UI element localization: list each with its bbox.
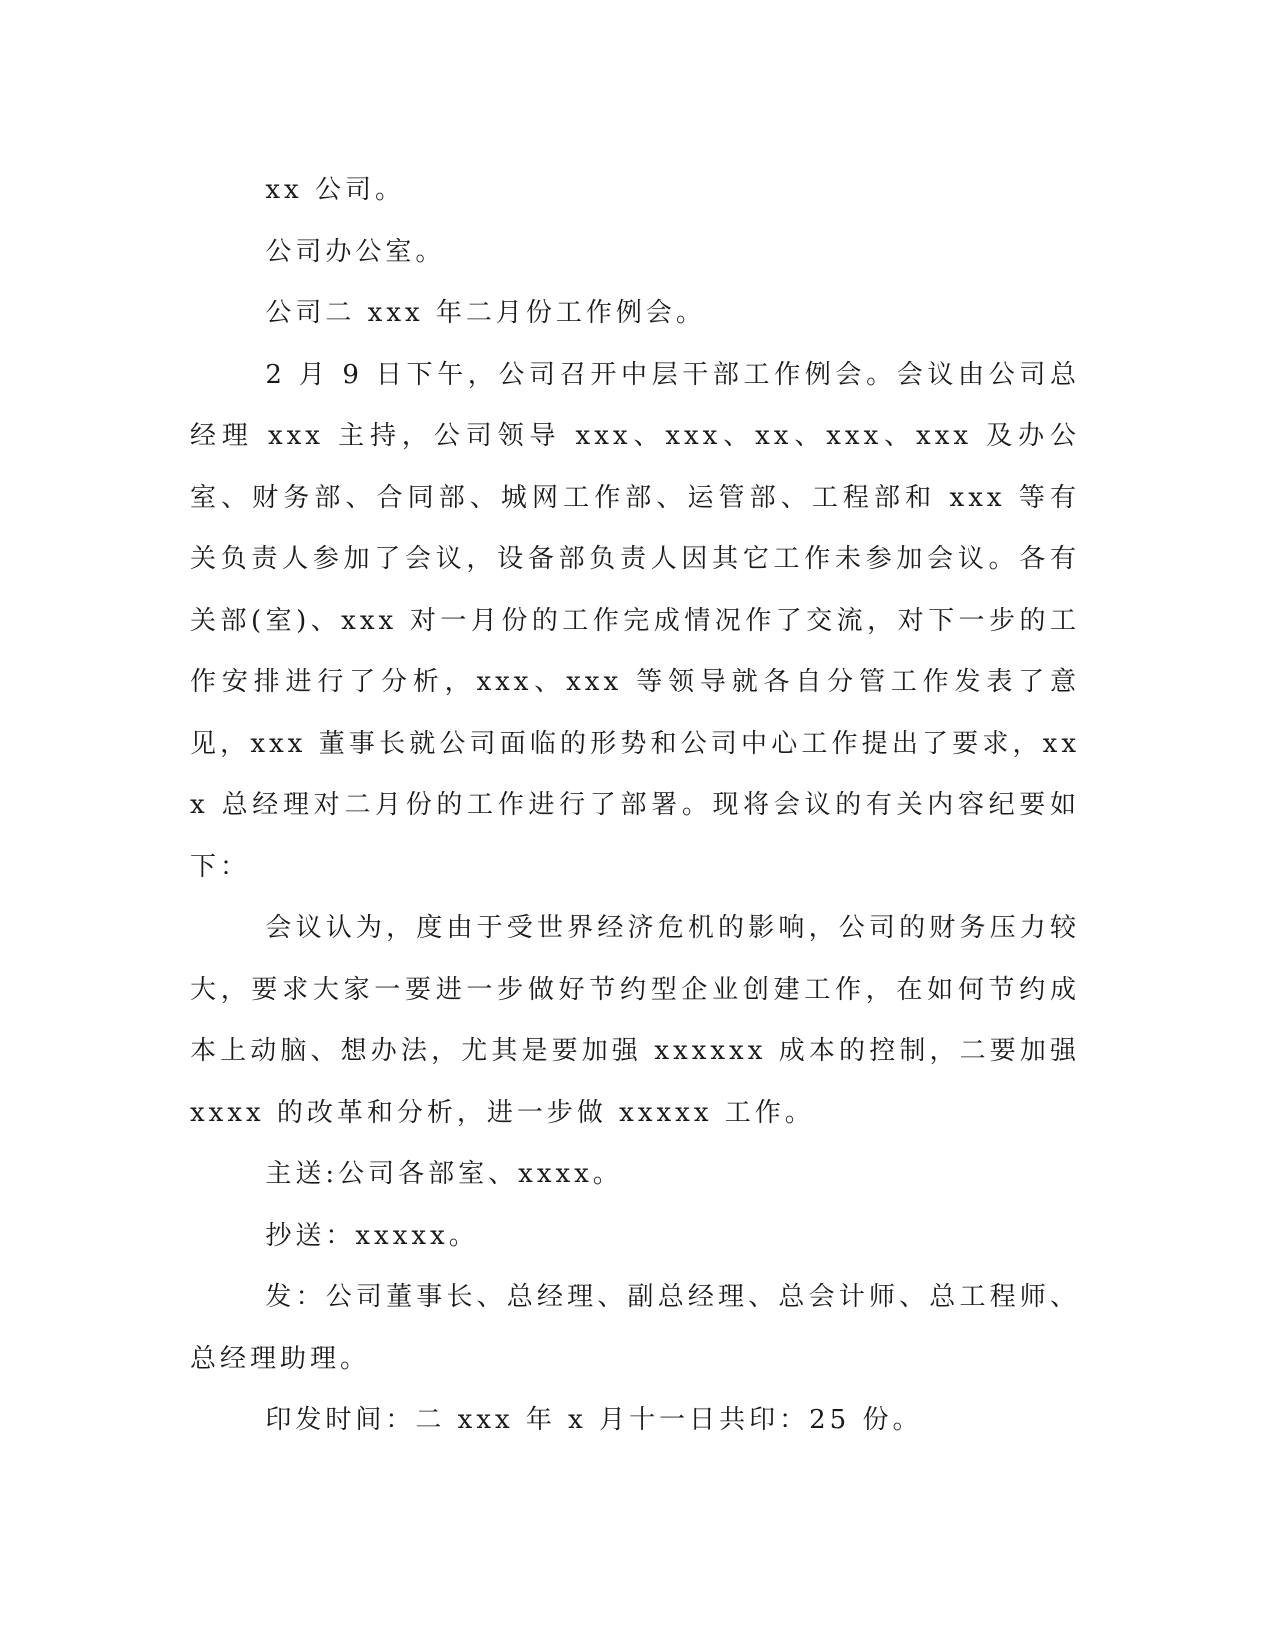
recipients-cc: 抄送：xxxxx。 xyxy=(265,1220,479,1251)
meeting-conclusion-paragraph: 会议认为，度由于受世界经济危机的影响，公司的财务压力较大，要求大家一要进一步做好节约型企业创建工作，在如何节约成本上动脑、想办法，尤其是要加强 xxxxxx 成本的控制，二要加强 xxxx 的改革和分析，进一步做 xxxxx 工作。 xyxy=(190,913,1080,1128)
company-name: xx 公司。 xyxy=(265,175,405,205)
recipients-main: 主送:公司各部室、xxxx。 xyxy=(265,1159,623,1189)
meeting-title: 公司二 xxx 年二月份工作例会。 xyxy=(265,298,706,328)
issuing-office: 公司办公室。 xyxy=(265,236,446,267)
print-info: 印发时间：二 xxx 年 x 月十一日共印：25 份。 xyxy=(265,1405,923,1435)
meeting-summary-paragraph: 2 月 9 日下午，公司召开中层干部工作例会。会议由公司总经理 xxx 主持，公司领导 xxx、xxx、xx、xxx、xxx 及办公室、财务部、合同部、城网工作部、运管部、工程部和 xxx 等有关负责人参加了会议，设备部负责人因其它工作未参加会议。各有关部(室)、xxx 对一月份的工作完成情况作了交流，对下一步的工作安排进行了分析，xxx、xxx 等领导就各自分管工作发表了意见，xxx 董事长就公司面临的形势和公司中心工作提出了要求，xxx 总经理对二月份的工作进行了部署。现将会议的有关内容纪要如下： xyxy=(190,359,1080,882)
document-body xyxy=(190,160,1080,1452)
distribution-list: 发：公司董事长、总经理、副总经理、总会计师、总工程师、总经理助理。 xyxy=(190,1282,1080,1374)
